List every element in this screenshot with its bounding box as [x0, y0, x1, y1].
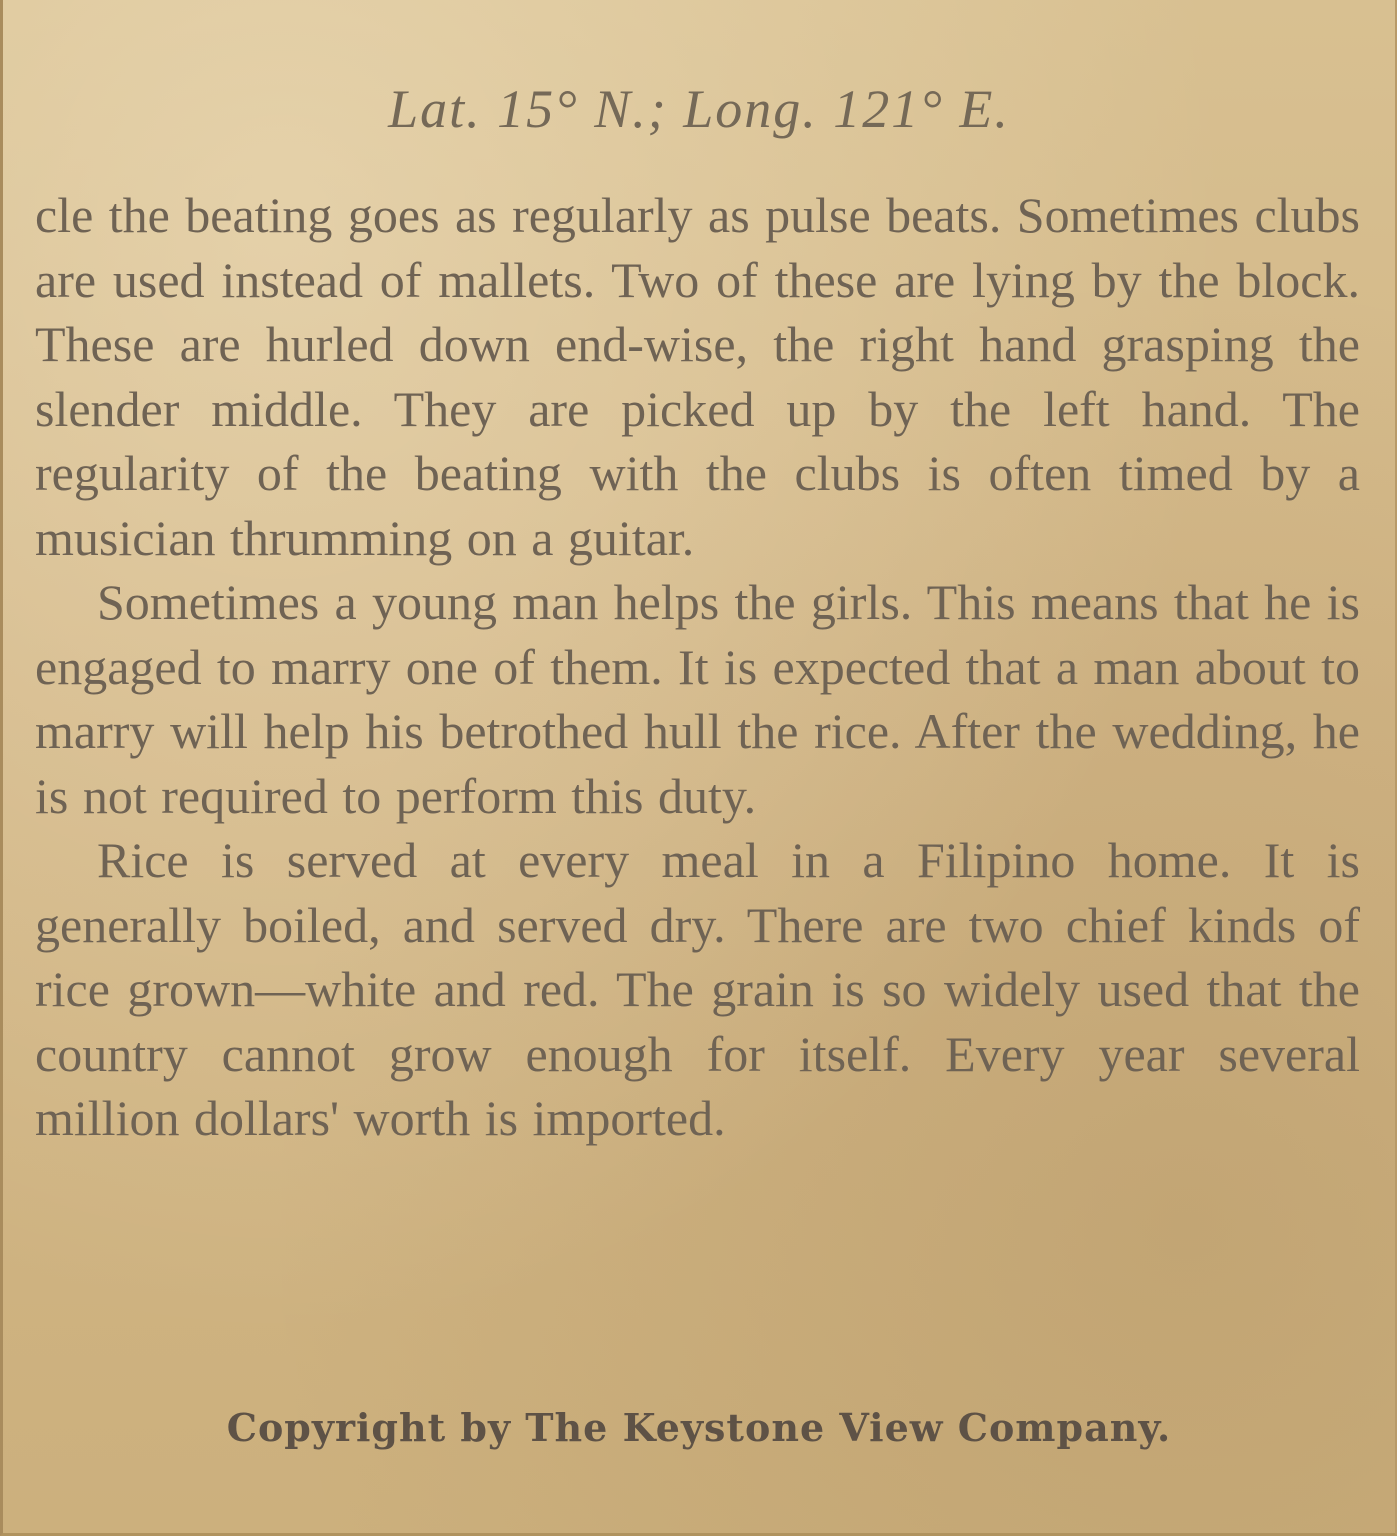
paragraph-continuation: cle the beating goes as regularly as pulse beats. Sometimes clubs are used instead of mallets. Two of these are lying by the block. These are hurled down end-wise, the right hand grasping the slender middle. They are picked up by the left hand. The regularity of the beating with the clubs is often timed by a musician thrumming on a guitar.	[35, 187, 1360, 566]
body-text	[35, 183, 1360, 1151]
paragraph-rice-meals: Rice is served at every meal in a Filipino home. It is generally boiled, and served dry. There are two chief kinds of rice grown—white and red. The grain is so widely used that the country cannot grow enough for itself. Every year several million dollars' worth is imported.	[35, 832, 1360, 1146]
paragraph-young-man: Sometimes a young man helps the girls. This means that he is engaged to marry one of them. It is expected that a man about to marry will help his betrothed hull the rice. After the wedding, he is not required to perform this duty.	[35, 574, 1360, 824]
copyright-notice: Copyright by The Keystone View Company.	[226, 1405, 1172, 1450]
coordinates-heading: Lat. 15° N.; Long. 121° E.	[388, 79, 1010, 139]
